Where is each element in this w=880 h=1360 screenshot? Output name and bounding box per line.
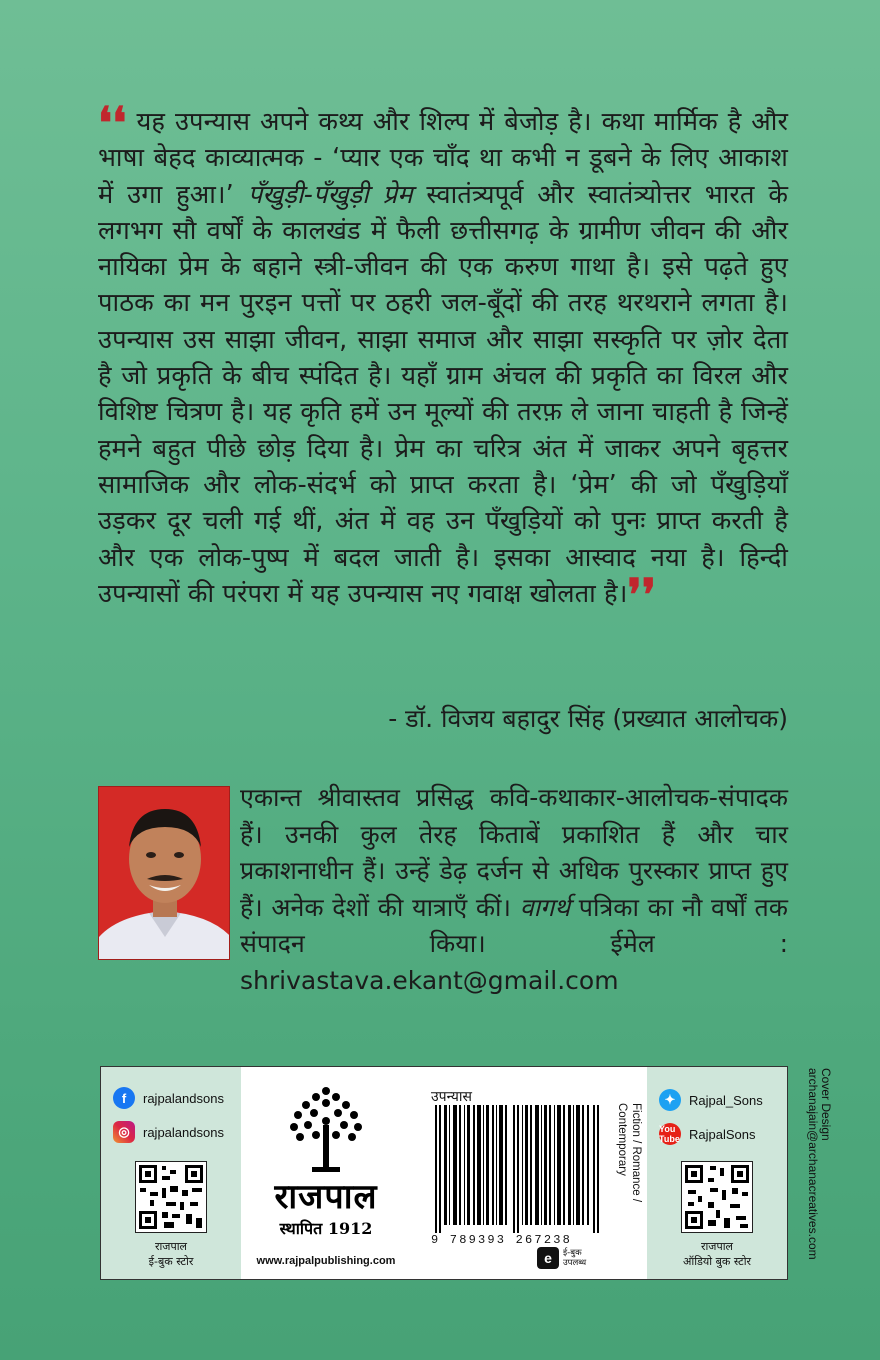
youtube-handle: RajpalSons (689, 1126, 756, 1142)
isbn-digits: 9 789393 267238 (431, 1233, 573, 1247)
facebook-handle: rajpalandsons (143, 1090, 224, 1106)
ebook-label (563, 1248, 586, 1268)
isbn-barcode (431, 1105, 603, 1233)
author-photo (98, 786, 230, 960)
author-bio-part2: पत्रिका का नौ वर्षों तक संपादन किया। ईमेल : shrivastava.ekant@gmail.com (240, 892, 788, 995)
twitter-handle: Rajpal_Sons (689, 1092, 763, 1108)
author-bio (240, 780, 788, 999)
author-portrait-illustration (99, 787, 230, 960)
left-social-panel (101, 1067, 241, 1279)
publisher-brand (241, 1067, 411, 1279)
ebook-icon: e (537, 1247, 559, 1269)
facebook-link[interactable] (113, 1087, 224, 1109)
publisher-website[interactable]: www.rajpalpublishing.com (256, 1255, 396, 1267)
author-bio-part1: एकान्त श्रीवास्तव प्रसिद्ध कवि-कथाकार-आलोचक-संपादक हैं। उनकी कुल तेरह किताबें प्रकाशित हैं और चार प्रकाशनाधीन हैं। उन्हें डेढ़ दर्जन से अधिक पुरस्कार प्राप्त हुए हैं। अनेक देशों की यात्राएँ कीं। (240, 783, 788, 922)
left-qr-caption (101, 1239, 241, 1269)
tree-logo-icon (286, 1081, 366, 1177)
twitter-bird-icon: ✦ (659, 1089, 681, 1111)
ebook-available-badge (537, 1247, 586, 1269)
youtube-icon: You Tube (659, 1124, 680, 1144)
instagram-handle: rajpalandsons (143, 1124, 224, 1140)
cover-design-label: Cover Design (819, 1068, 833, 1141)
ebook-label-line2: उपलब्ध (563, 1258, 587, 1268)
ebook-store-qr-code[interactable] (135, 1161, 207, 1233)
twitter-link[interactable] (659, 1089, 763, 1111)
qr-code-icon (136, 1162, 206, 1232)
facebook-icon: f (113, 1087, 135, 1109)
right-social-panel (647, 1067, 787, 1279)
instagram-icon: ◎ (113, 1121, 135, 1143)
blurb-text-part2: स्वातंत्र्यपूर्व और स्वातंत्र्योत्तर भारत के लगभग सौ वर्षों के कालखंड में फैली छत्तीसगढ़ के ग्रामीण जीवन की और नायिका प्रेम के बहाने स्त्री-जीवन की एक करुण गाथा है। इसे पढ़ते हुए पाठक का मन पुरइन पत्तों पर ठहरी जल-बूँदों की तरह थरथराने लगता है। उपन्यास उस साझा जीवन, साझा समाज और साझा सस्कृति पर ज़ोर देता है जो प्रकृति के बीच स्पंदित है। यहाँ ग्राम अंचल की प्रकृति का विरल और विशिष्ट चित्रण है। यह कृति हमें उन मूल्यों की तरफ़ ले जाना चाहती है जिन्हें हमने बहुत पीछे छोड़ दिया है। प्रेम का चरित्र अंत में जाकर अपने बृहत्तर सामाजिक और लोक-संदर्भ को प्राप्त करता है। ‘प्रेम’ की जो पँखुड़ियाँ उड़कर दूर चली गई थीं, अंत में वह उन पँखुड़ियों को पुनः प्राप्त करती है और एक लोक-पुष्प में बदल जाती है। इसका आस्वाद नया है। हिन्दी उपन्यासों की परंपरा में यह उपन्यास नए गवाक्ष खोलता है। (98, 179, 788, 609)
blurb-text-part1: यह उपन्यास अपने कथ्य और शिल्प में बेजोड़ है। कथा मार्मिक है और भाषा बेहद काव्यात्मक - ‘प्यार एक चाँद था कभी न डूबने के लिए आकाश में उगा हुआ।’ (98, 107, 788, 210)
close-quote-mark: ❜❜ (627, 569, 657, 621)
right-qr-caption-line1: राजपाल (700, 1240, 734, 1253)
cover-design-credit (808, 1068, 832, 1298)
blurb-attribution: - डॉ. विजय बहादुर सिंह (प्रख्यात आलोचक) (388, 704, 788, 733)
instagram-link[interactable] (113, 1121, 224, 1143)
genre-hindi: उपन्यास (431, 1089, 472, 1105)
publisher-name: राजपाल (274, 1177, 378, 1217)
audiobook-store-qr-code[interactable] (681, 1161, 753, 1233)
open-quote-mark: ❛❛ (98, 98, 127, 149)
author-bio-magazine: वागर्थ (519, 892, 571, 922)
blurb-book-title: पँखुड़ी-पँखुड़ी प्रेम (247, 179, 413, 210)
ebook-label-line1: ई-बुक (563, 1248, 582, 1258)
publisher-footer (100, 1066, 788, 1280)
left-qr-caption-line2: ई-बुक स्टोर (148, 1255, 194, 1268)
left-qr-caption-line1: राजपाल (154, 1240, 188, 1253)
youtube-link[interactable] (659, 1123, 756, 1145)
right-qr-caption-line2: ऑडियो बुक स्टोर (682, 1255, 752, 1268)
right-qr-caption (647, 1239, 787, 1269)
book-blurb (98, 98, 788, 621)
cover-design-email: archanajain@archanacreatives.com (806, 1068, 820, 1260)
publisher-established: स्थापित 1912 (279, 1219, 373, 1238)
genre-english: Fiction / Romance / Contemporary (616, 1103, 642, 1203)
qr-code-icon (682, 1162, 752, 1232)
